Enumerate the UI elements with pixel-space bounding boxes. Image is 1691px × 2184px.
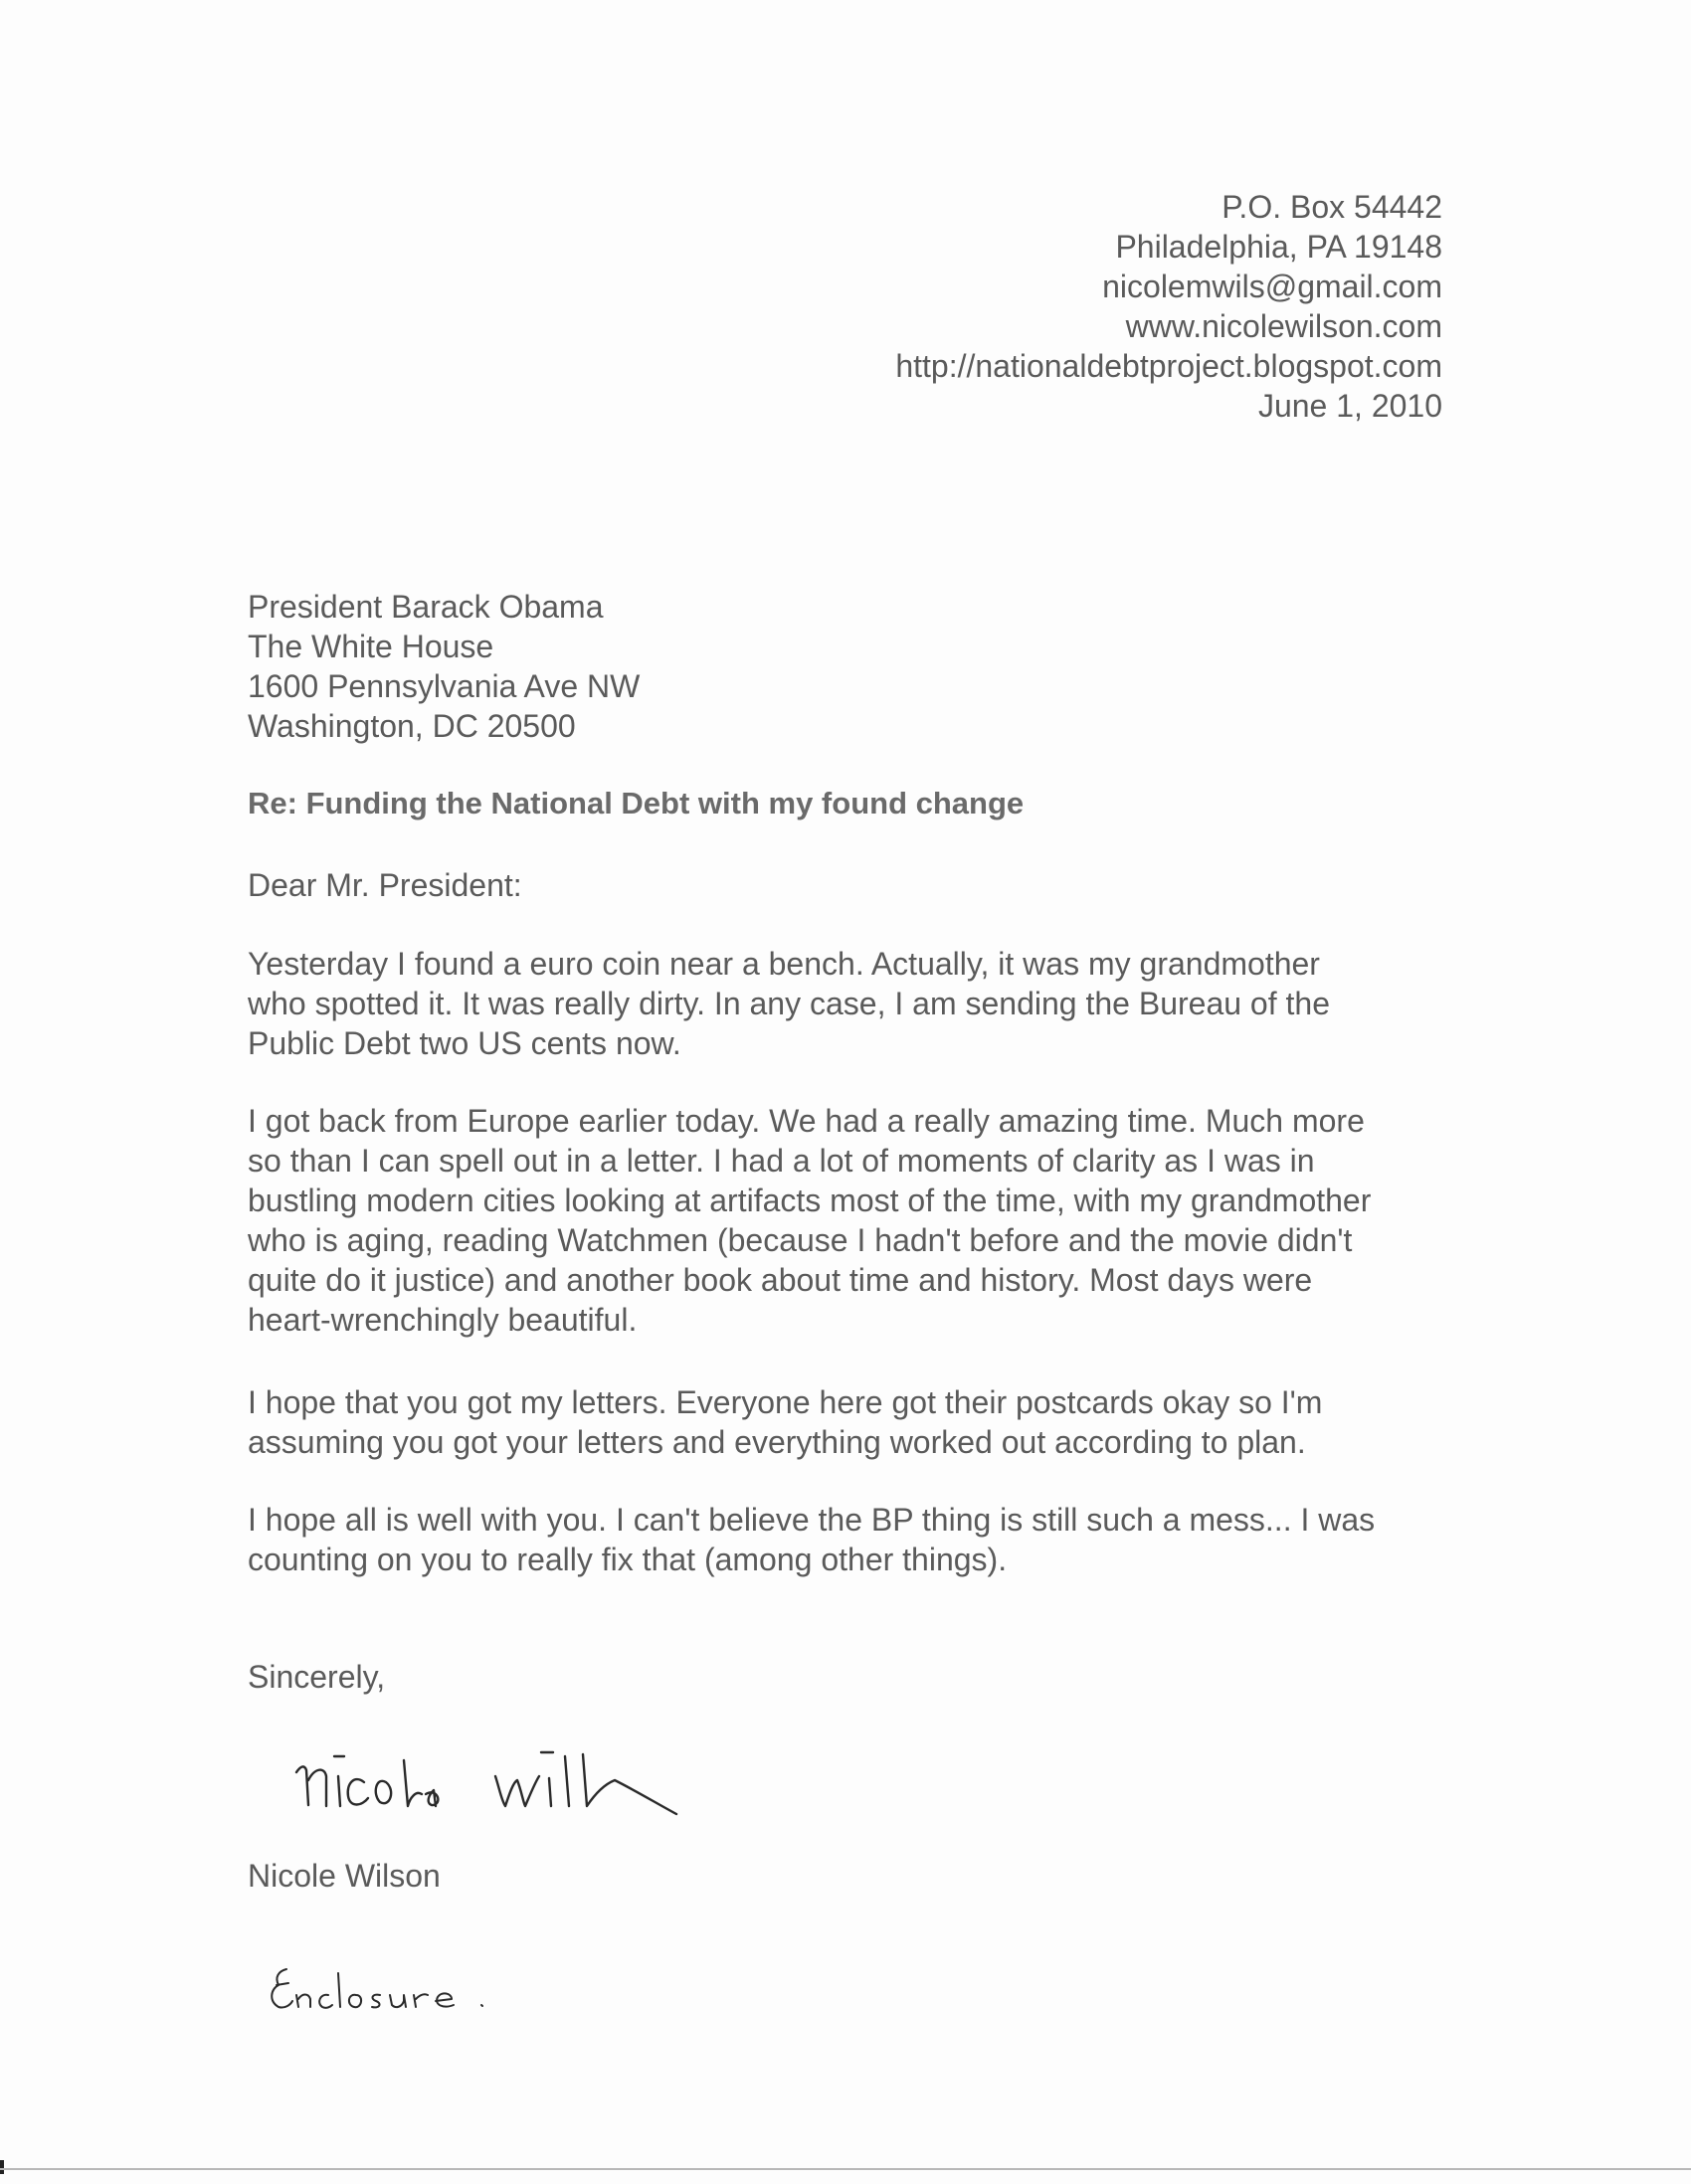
paragraph-1 xyxy=(248,944,1461,1063)
sender-name: Nicole Wilson xyxy=(248,1858,441,1894)
recipient-street: 1600 Pennsylvania Ave NW xyxy=(248,668,641,704)
recipient-city: Washington, DC 20500 xyxy=(248,708,576,744)
paragraph-line: quite do it justice) and another book about time and history. Most days were xyxy=(248,1262,1313,1298)
page-bottom-rule xyxy=(0,2168,1691,2170)
paragraph-line: bustling modern cities looking at artifacts most of the time, with my grandmother xyxy=(248,1183,1372,1218)
handwritten-enclosure-note xyxy=(257,1949,515,2029)
po-box: P.O. Box 54442 xyxy=(1221,189,1442,225)
blog-url: http://nationaldebtproject.blogspot.com xyxy=(895,348,1442,384)
recipient-name: President Barack Obama xyxy=(248,589,604,625)
city-state-zip: Philadelphia, PA 19148 xyxy=(1115,229,1442,265)
paragraph-line: Public Debt two US cents now. xyxy=(248,1025,681,1061)
paragraph-line: counting on you to really fix that (among other things). xyxy=(248,1542,1008,1577)
return-address xyxy=(895,187,1442,426)
closing: Sincerely, xyxy=(248,1659,386,1695)
handwritten-signature xyxy=(286,1711,744,1830)
letter-date: June 1, 2010 xyxy=(1257,388,1442,424)
paragraph-line: heart-wrenchingly beautiful. xyxy=(248,1302,638,1338)
paragraph-4 xyxy=(248,1500,1461,1579)
subject-line: Re: Funding the National Debt with my found change xyxy=(248,786,1025,820)
recipient-address xyxy=(248,587,640,746)
paragraph-line: Yesterday I found a euro coin near a bench. Actually, it was my grandmother xyxy=(248,946,1320,982)
paragraph-line: I got back from Europe earlier today. We had a really amazing time. Much more xyxy=(248,1103,1365,1139)
scan-mark xyxy=(0,2160,4,2174)
paragraph-3 xyxy=(248,1382,1461,1462)
website-url: www.nicolewilson.com xyxy=(1125,308,1442,344)
paragraph-line: I hope that you got my letters. Everyone here got their postcards okay so I'm xyxy=(248,1384,1323,1420)
paragraph-line: assuming you got your letters and everything worked out according to plan. xyxy=(248,1424,1306,1460)
paragraph-2 xyxy=(248,1101,1461,1340)
paragraph-line: I hope all is well with you. I can't believe the BP thing is still such a mess... I was xyxy=(248,1502,1376,1538)
paragraph-line: so than I can spell out in a letter. I had a lot of moments of clarity as I was in xyxy=(248,1143,1315,1179)
recipient-org: The White House xyxy=(248,629,494,664)
paragraph-line: who spotted it. It was really dirty. In any case, I am sending the Bureau of the xyxy=(248,986,1330,1021)
salutation: Dear Mr. President: xyxy=(248,867,522,903)
paragraph-line: who is aging, reading Watchmen (because I hadn't before and the movie didn't xyxy=(248,1222,1353,1258)
email-address: nicolemwils@gmail.com xyxy=(1102,269,1442,304)
